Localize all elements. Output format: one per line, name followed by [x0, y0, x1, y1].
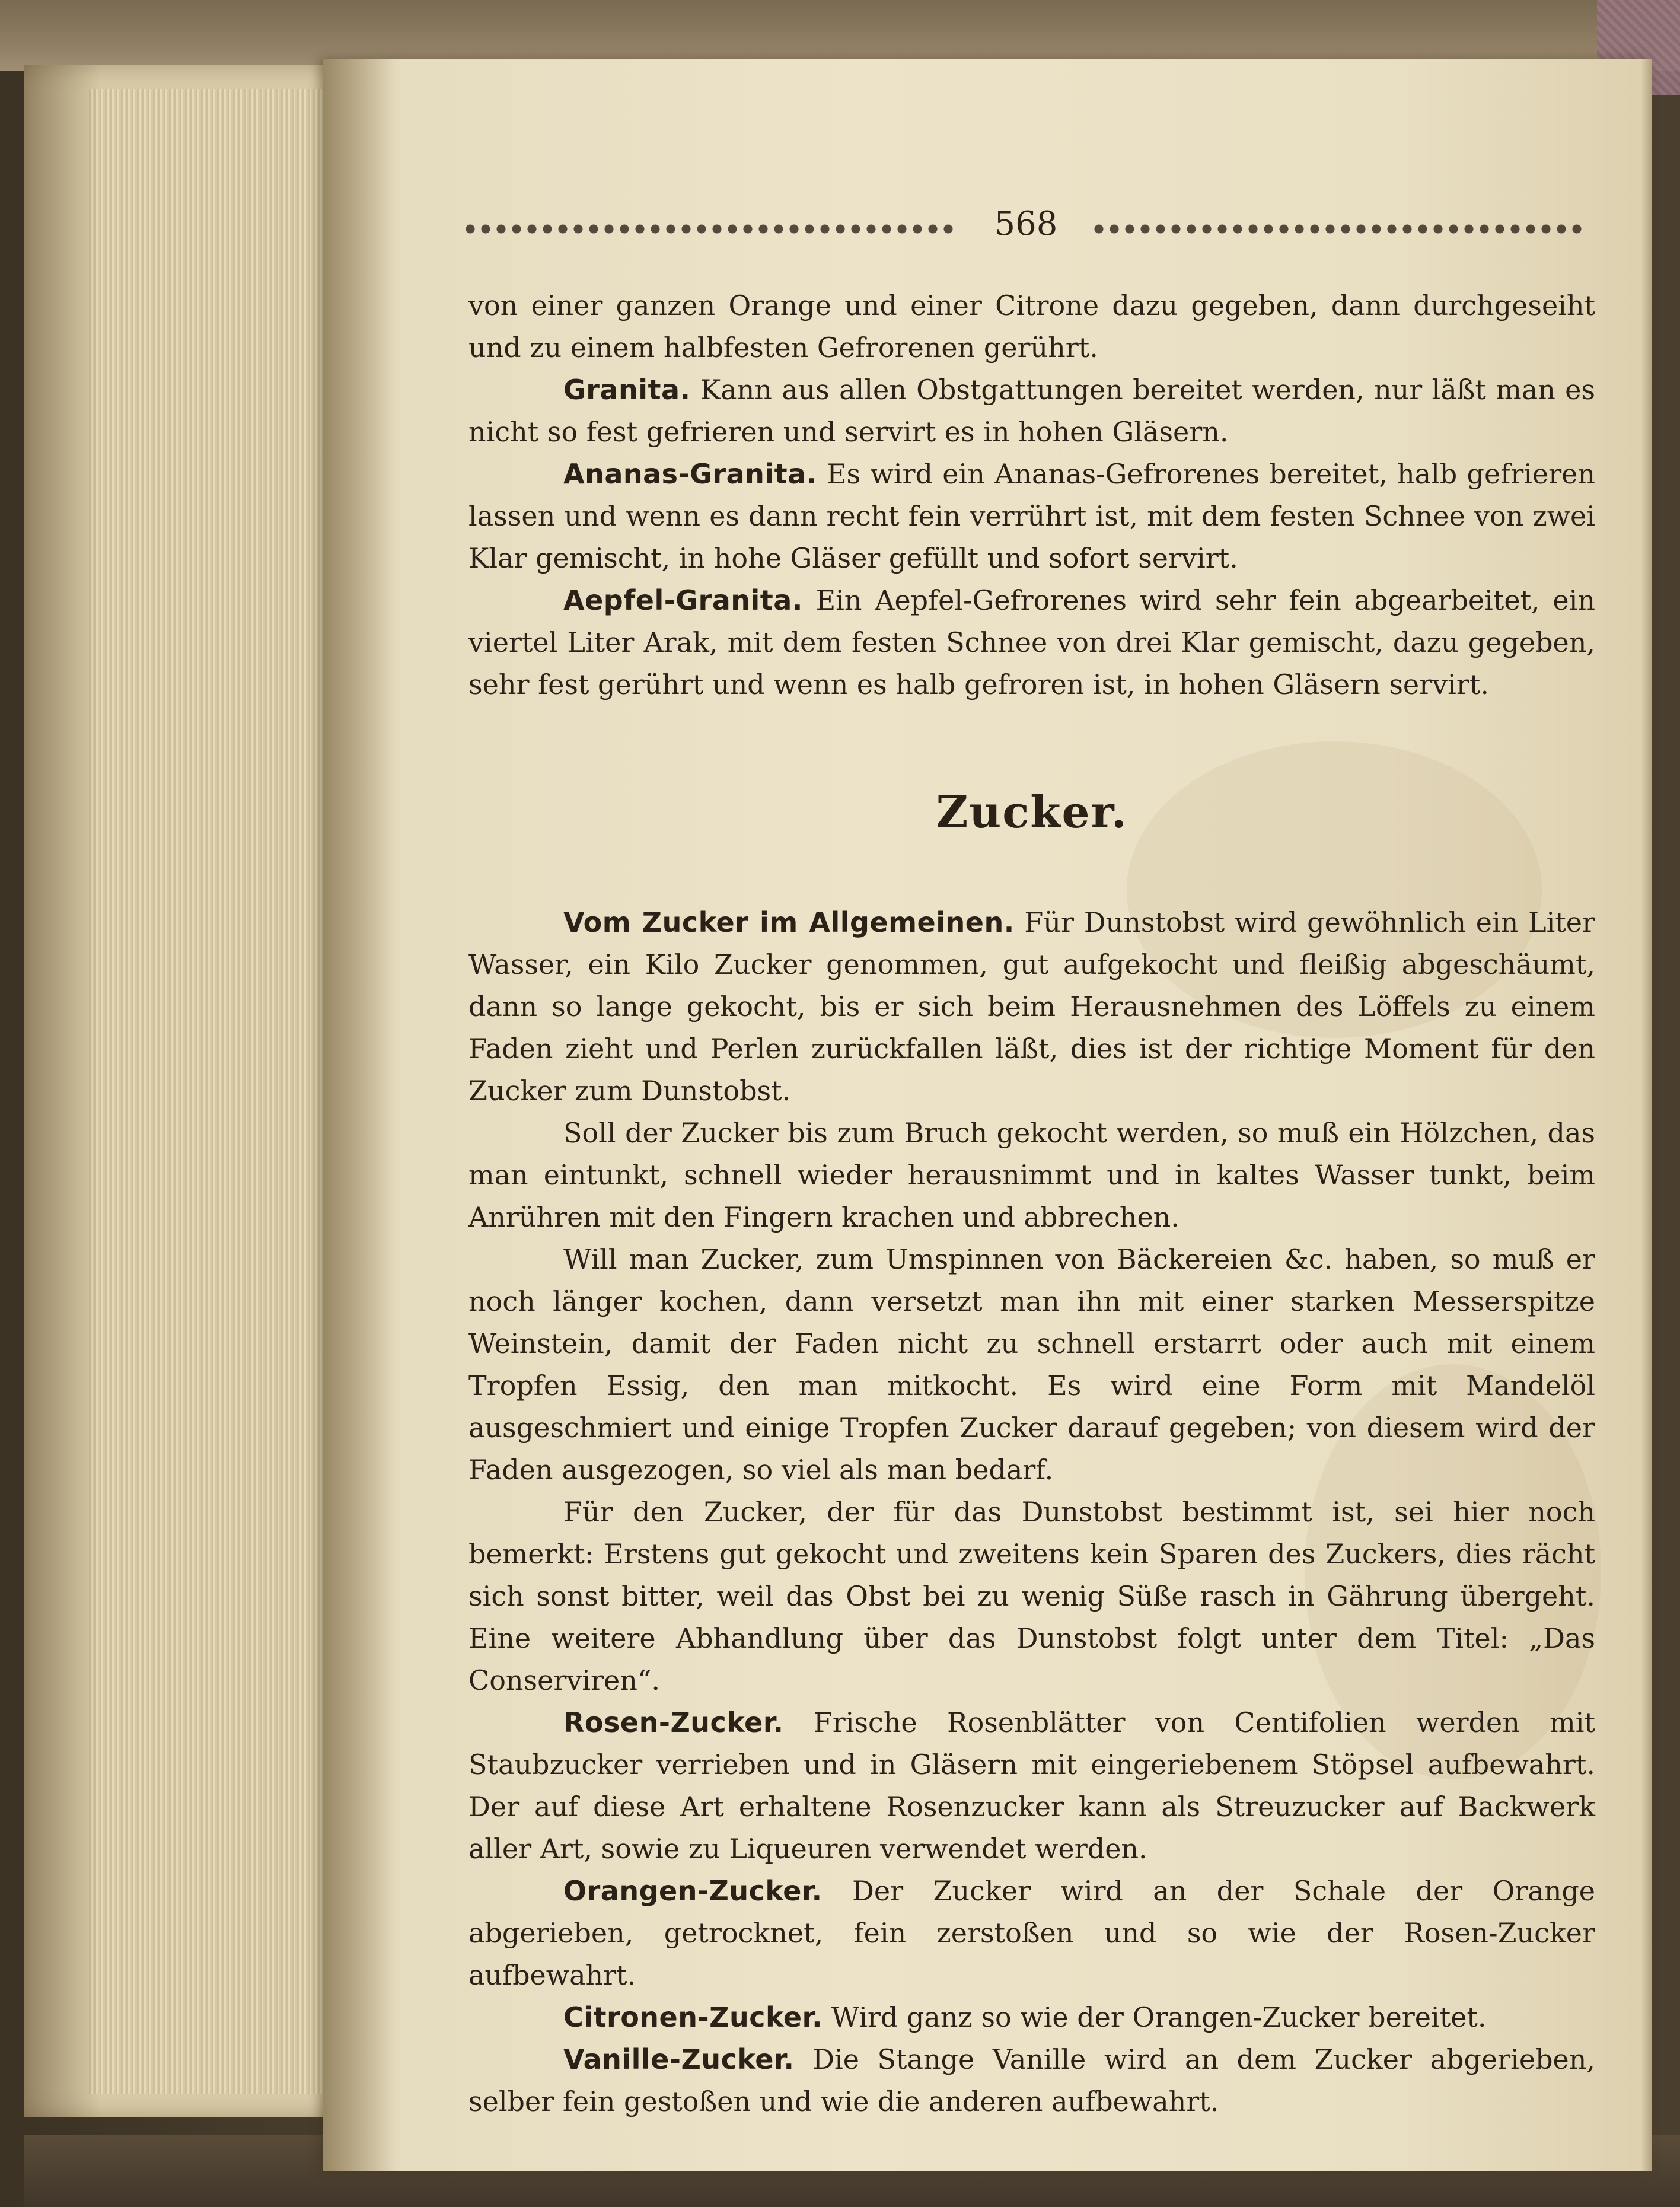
paragraph-text: Für Dunstobst wird gewöhnlich ein Liter Wasser, ein Kilo Zucker genommen, gut aufgekocht und fleißig abgeschäumt, dann so lange gekocht, bis er sich beim Herausnehmen des Löffels zu einem Faden zieht und Perlen zurückfallen läßt, dies ist der richtige Moment für den Zucker zum Dunstobst. [468, 906, 1595, 1107]
recipe-heading: Rosen-Zucker. [563, 1706, 784, 1738]
running-head [463, 205, 1583, 243]
paragraph-text: Für den Zucker, der für das Dunstobst bestimmt ist, sei hier noch bemerkt: Erstens gut gekocht und zweitens kein Sparen des Zuckers, dies rächt sich sonst bitter, weil das Obst bei zu wenig Süße rasch in Gährung übergeht. Eine weitere Abhandlung über das Dunstobst folgt unter dem Titel: „Das Conserviren“. [468, 1496, 1595, 1696]
paragraph-text: Der Zucker wird an der Schale der Orange abgerieben, getrocknet, fein zerstoßen und so wie der Rosen-Zucker aufbewahrt. [468, 1875, 1595, 1991]
paragraph [468, 1996, 1595, 2039]
paragraph [468, 369, 1595, 453]
recipe-heading: Granita. [563, 374, 691, 406]
paragraph-text: Ein Aepfel-Gefrorenes wird sehr fein abgearbeitet, ein viertel Liter Arak, mit dem festen Schnee von drei Klar gemischt, dazu gegeben, sehr fest gerührt und wenn es halb gefroren ist, in hohen Gläsern servirt. [468, 584, 1595, 700]
recipe-heading: Orangen-Zucker. [563, 1875, 823, 1907]
paragraph [468, 285, 1595, 369]
paragraph [468, 1702, 1595, 1870]
page-text [468, 285, 1595, 2123]
paragraph-text: Wird ganz so wie der Orangen-Zucker bereitet. [823, 2001, 1487, 2033]
paragraph [468, 2039, 1595, 2123]
recipe-heading: Vanille-Zucker. [563, 2043, 795, 2075]
page-right-rim [1641, 59, 1652, 2171]
recipe-heading: Citronen-Zucker. [563, 2001, 823, 2033]
ornament-rule-left [463, 224, 955, 234]
paragraph-text: Kann aus allen Obstgattungen bereitet werden, nur läßt man es nicht so fest gefrieren und servirt es in hohen Gläsern. [468, 374, 1595, 448]
page-number: 568 [994, 205, 1058, 243]
left-shadow [24, 65, 101, 2117]
paragraph [468, 453, 1595, 579]
paragraph-text: Es wird ein Ananas-Gefrorenes bereitet, halb gefrieren lassen und wenn es dann recht fein verrührt ist, mit dem festen Schnee von zwei Klar gemischt, in hohe Gläser gefüllt und sofort servirt. [468, 458, 1595, 574]
section-title: Zucker. [936, 787, 1128, 838]
paragraph [468, 1491, 1595, 1702]
paragraph-text: Will man Zucker, zum Umspinnen von Bäckereien &c. haben, so muß er noch länger kochen, dann versetzt man ihn mit einer starken Messerspitze Weinstein, damit der Faden nicht zu schnell erstarrt oder auch mit einem Tropfen Essig, den man mitkocht. Es wird eine Form mit Mandelöl ausgeschmiert und einige Tropfen Zucker darauf gegeben; von diesem wird der Faden ausgezogen, so viel als man bedarf. [468, 1243, 1595, 1486]
paragraph-text: von einer ganzen Orange und einer Citrone dazu gegeben, dann durchgeseiht und zu einem halbfesten Gefrorenen gerührt. [468, 289, 1595, 364]
paragraph [468, 1870, 1595, 1996]
page-edges [89, 89, 326, 2094]
paragraph-text: Soll der Zucker bis zum Bruch gekocht werden, so muß ein Hölzchen, das man eintunkt, schnell wieder herausnimmt und in kaltes Wasser tunkt, beim Anrühren mit den Fingern krachen und abbrechen. [468, 1117, 1595, 1233]
paragraph-text: Die Stange Vanille wird an dem Zucker abgerieben, selber fein gestoßen und wie die anderen aufbewahrt. [468, 2043, 1595, 2117]
recipe-heading: Ananas-Granita. [563, 458, 817, 490]
ornament-rule-right [1091, 224, 1583, 234]
paragraph [468, 902, 1595, 1112]
page-gutter-shadow [323, 59, 394, 2171]
recipe-heading: Aepfel-Granita. [563, 584, 803, 616]
paragraph [468, 1238, 1595, 1491]
paragraph [468, 579, 1595, 706]
recipe-heading: Vom Zucker im Allgemeinen. [563, 906, 1015, 938]
paragraph-text: Frische Rosenblätter von Centifolien werden mit Staubzucker verrieben und in Gläsern mit eingeriebenem Stöpsel aufbewahrt. Der auf diese Art erhaltene Rosenzucker kann als Streuzucker auf Backwerk aller Art, sowie zu Liqueuren verwendet werden. [468, 1706, 1595, 1865]
paragraph [468, 1112, 1595, 1238]
